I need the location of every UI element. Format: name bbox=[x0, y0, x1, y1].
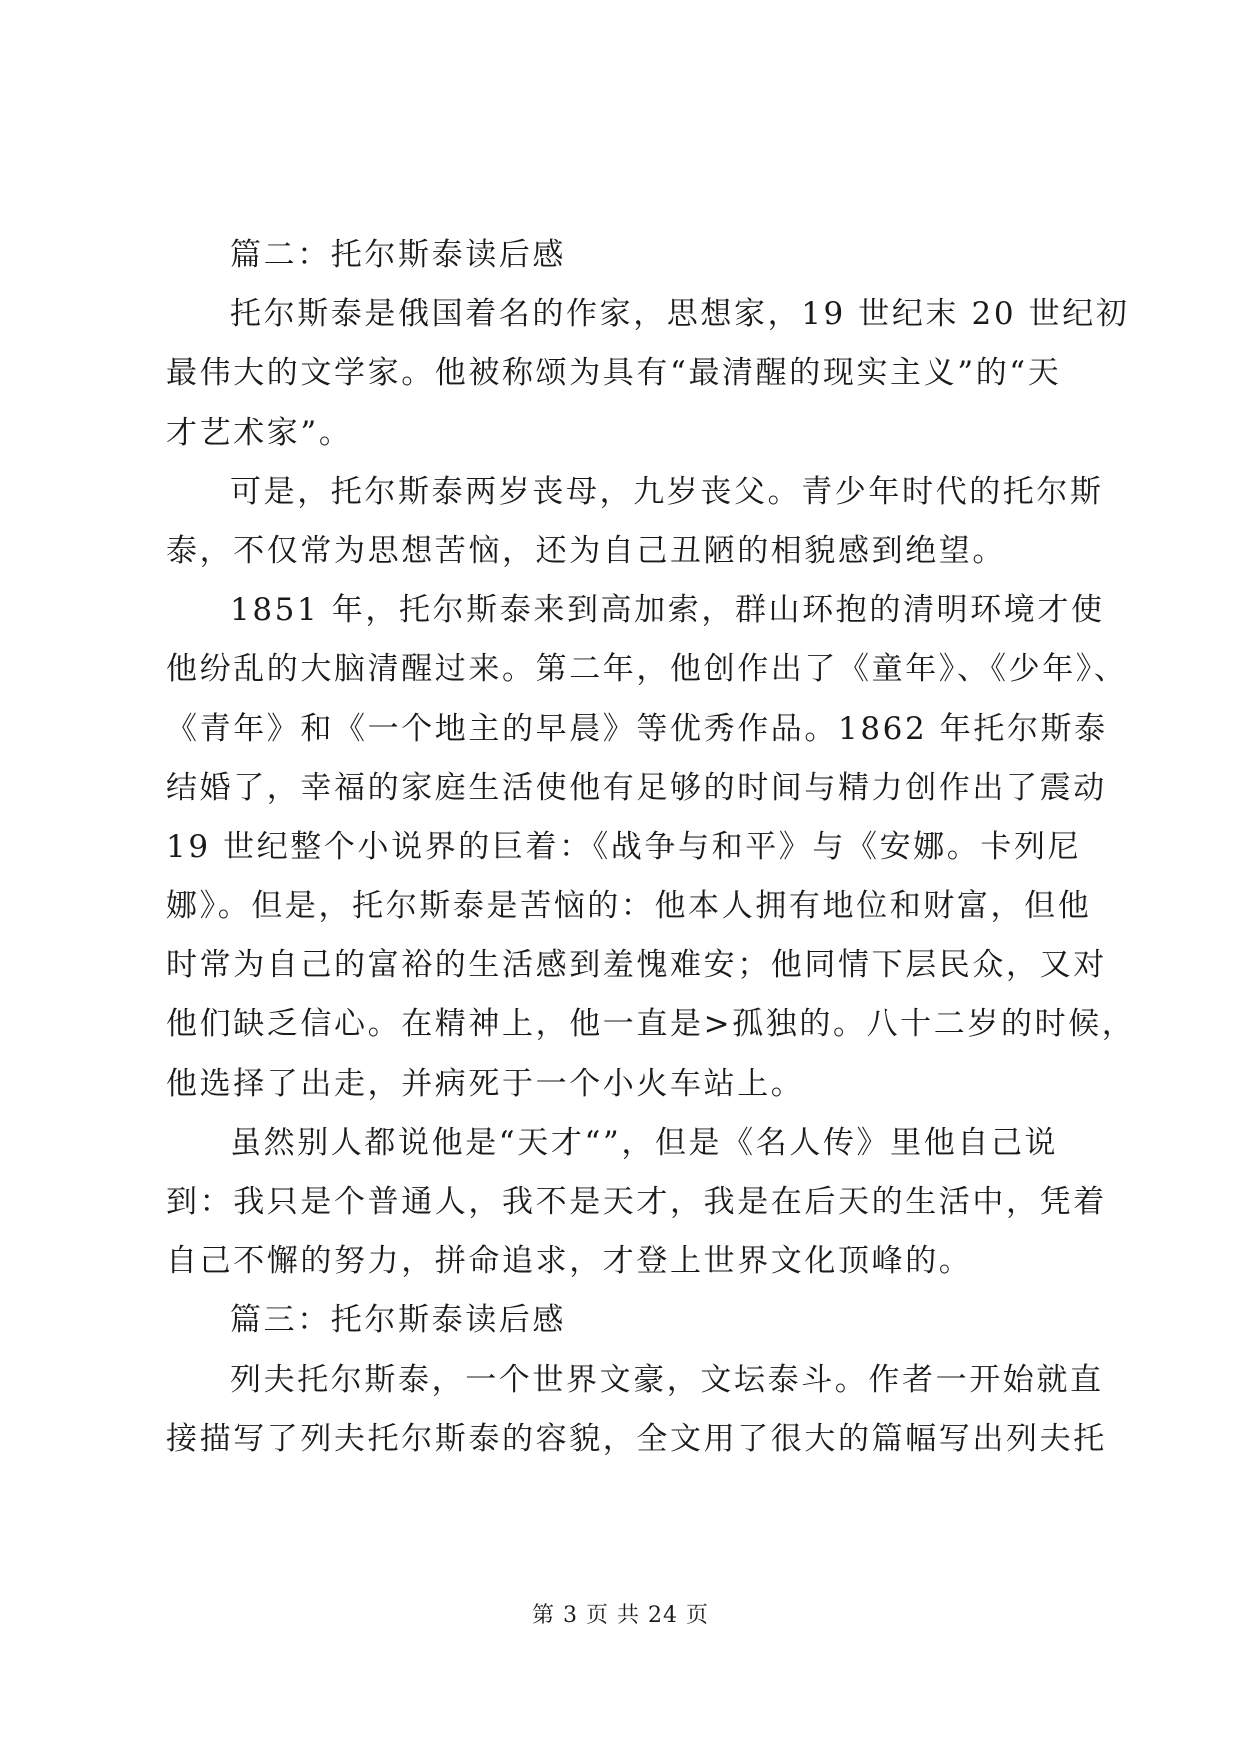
text-line: 时常为自己的富裕的生活感到羞愧难安；他同情下层民众，又对 bbox=[166, 947, 1107, 984]
text-line: 可是，托尔斯泰两岁丧母，九岁丧父。青少年时代的托尔斯 bbox=[230, 473, 1104, 510]
text-line: 最伟大的文学家。他被称颂为具有“最清醒的现实主义”的“天 bbox=[166, 355, 1062, 392]
text-line: 篇二：托尔斯泰读后感 bbox=[230, 237, 566, 273]
text-line: 自己不懈的努力，拼命追求，才登上世界文化顶峰的。 bbox=[166, 1243, 973, 1280]
text-line: 虽然别人都说他是“天才“”，但是《名人传》里他自己说 bbox=[230, 1124, 1059, 1161]
text-line: 列夫托尔斯泰，一个世界文豪，文坛泰斗。作者一开始就直 bbox=[230, 1361, 1104, 1398]
document-body bbox=[166, 226, 1136, 1469]
text-line: 结婚了，幸福的家庭生活使他有足够的时间与精力创作出了震动 bbox=[166, 769, 1107, 806]
page-number-footer: 第 3 页 共 24 页 bbox=[532, 1603, 709, 1628]
text-line: 他选择了出走，并病死于一个小火车站上。 bbox=[166, 1065, 805, 1102]
text-line: 《青年》和《一个地主的早晨》等优秀作品。1862 年托尔斯泰 bbox=[166, 710, 1108, 747]
text-line: 泰，不仅常为思想苦恼，还为自己丑陋的相貌感到绝望。 bbox=[166, 532, 1006, 569]
text-line: 接描写了列夫托尔斯泰的容貌，全文用了很大的篇幅写出列夫托 bbox=[166, 1420, 1107, 1457]
text-line: 到：我只是个普通人，我不是天才，我是在后天的生活中，凭着 bbox=[166, 1184, 1107, 1220]
text-line: 1851 年，托尔斯泰来到高加索，群山环抱的清明环境才使 bbox=[230, 592, 1105, 629]
text-line: 19 世纪整个小说界的巨着：《战争与和平》与《安娜。卡列尼 bbox=[166, 828, 1082, 865]
text-line: 托尔斯泰是俄国着名的作家，思想家，19 世纪末 20 世纪初 bbox=[230, 296, 1130, 333]
text-line: 他们缺乏信心。在精神上，他一直是>孤独的。八十二岁的时候， bbox=[166, 1006, 1136, 1043]
text-line: 娜》。但是，托尔斯泰是苦恼的：他本人拥有地位和财富，但他 bbox=[166, 888, 1092, 925]
text-line: 他纷乱的大脑清醒过来。第二年，他创作出了《童年》、《少年》、 bbox=[166, 651, 1128, 688]
text-line: 才艺术家”。 bbox=[166, 414, 353, 451]
text-line: 篇三：托尔斯泰读后感 bbox=[230, 1302, 566, 1339]
